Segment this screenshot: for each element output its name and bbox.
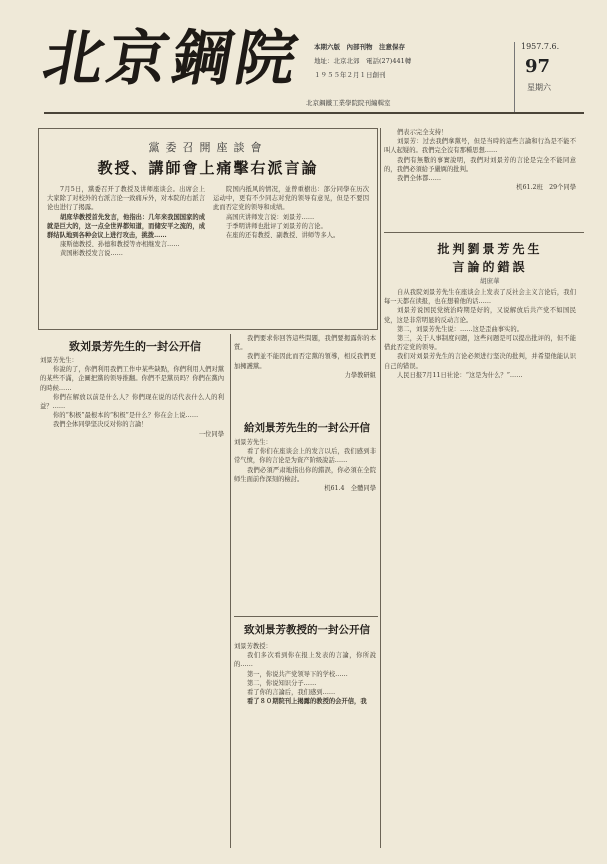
critique-title-line1: 批判劉景芳先生 (437, 242, 543, 256)
paragraph: 人民日报7月11日社论：“这是为什么？”…… (397, 371, 523, 379)
letter2-text (234, 438, 376, 493)
paragraph: 第一，你说共产党领导下的学校…… (247, 670, 348, 678)
letter1-article (40, 356, 226, 846)
paragraph: 胡庶华教授首先发言，他指出：几年来我国国家的成就是巨大的，这一点全世界都知道，而储安平之流的，成群结队地到各种会议上进行攻击，挑拨…… (47, 213, 205, 240)
paragraph: 7月5日，黨委召开了教授及讲师座谈会。出席会上大家除了对校外的右派言论一致痛斥外，对本院的右派言论也进行了揭露。 (47, 186, 205, 212)
paragraph: 第三，关于人事制度问题，这些问题是可以提出批评的，但不能借此否定党的领导。 (384, 335, 576, 352)
paragraph: 第二，刘景芳先生说：……这是歪曲事实的。 (397, 325, 523, 333)
mid-top-text (234, 334, 376, 380)
lead-kicker: 黨委召開座談會 (148, 141, 268, 154)
paragraph: 自从我院刘景芳先生在座谈会上发表了反社会主义言论后，我们每一天都在读报，也在想着他的话…… (384, 289, 576, 306)
signature: 机61.4 全體同學 (324, 485, 376, 493)
signature: 力學教研組 (344, 371, 376, 379)
paragraph: 我們並不能因此而否定黨的領導，相反我們更加擁護黨。 (234, 353, 376, 370)
paragraph: 于季明讲师也批评了刘景芳的言论。 (226, 222, 327, 230)
critique-title-line2: 言論的錯誤 (452, 260, 528, 274)
divider (234, 616, 378, 617)
masthead-notice: 本期六版 內部刊物 注意保存 (314, 43, 405, 51)
letter3-title: 致刘景芳教授的一封公开信 (244, 624, 370, 636)
publisher: 北京鋼鐵工業學院院刊編輯室 (306, 99, 391, 107)
letter2-title: 給刘景芳先生的一封公开信 (244, 422, 370, 434)
masthead-info (314, 40, 444, 82)
critique-author: 胡庶華 (480, 277, 500, 285)
divider (384, 232, 584, 233)
letter2-article (234, 438, 378, 618)
paragraph: 們表示完全支持！ (397, 129, 448, 136)
paragraph: 我們全体都…… (397, 175, 442, 183)
letter1-title: 致刘景芳先生的一封公开信 (69, 340, 201, 353)
issue-box (514, 42, 581, 112)
paragraph: 黄国彬教授发言说…… (60, 250, 123, 258)
salutation: 刘景芳教授： (234, 643, 272, 650)
paragraph: 我們要求你回答這些問題，我們要揭露你的本質。 (234, 335, 376, 352)
paragraph: 第二，你说知识分子…… (247, 679, 317, 687)
paragraph: 你說的了，你們利用我們工作中某些缺點，你們利用人們对黨的某些不滿，企圖把黨的领导推翻。你們不是黨员吗？你們在黨內的時候…… (40, 366, 224, 392)
newspaper-logo: 北京鋼院 (37, 24, 307, 94)
lead-article (38, 128, 378, 330)
masthead-address: 地址：北京北郊 電話(27)441轉 (314, 57, 412, 65)
paragraph: 刘景芳：过去我們拿黨号，但是当時的這些言論和行為是不能不叫人起疑的。我們完全沒有那種思想…… (384, 138, 576, 155)
paragraph: 你的“积极”最根本的“积极”是什么？你在会上说…… (53, 412, 199, 420)
signature: 机61.2班 29个同學 (516, 184, 576, 192)
critique-text (384, 288, 576, 380)
lead-headline: 教授、講師會上痛擊右派言論 (97, 159, 319, 177)
paragraph: 康斯德教授、孙德和教授等亦相继发言…… (60, 241, 180, 249)
paragraph: 我們全体同學坚决反对你的言論！ (53, 421, 148, 429)
masthead-founded: １９５５年２月１日創刊 (314, 71, 386, 79)
paragraph: 我們有無數的事實說明，我們对刘景芳的言论是完全不能同意的，我們必須給予嚴厲的批判。 (384, 156, 576, 173)
critique-article (384, 288, 584, 844)
right-top-text (384, 128, 576, 192)
paragraph: 你們在解放以前是什么人？你們现在说的话代表什么人的利益？…… (40, 393, 224, 411)
lead-body (47, 185, 369, 325)
lead-column-right (213, 185, 369, 240)
paragraph: 刘景芳说国民党统治時期是好的，又说解放后共产党不如国民党，这是非常明显的反动言论。 (384, 307, 576, 324)
letter3-article (234, 642, 378, 848)
paragraph: 高国庆讲师发言说：刘景芳…… (226, 213, 315, 221)
issue-weekday: 星期六 (527, 83, 551, 92)
column-divider (380, 128, 381, 848)
column-divider (230, 334, 231, 848)
paragraph: 在座的还有教授、副教授、讲师等多人。 (226, 232, 340, 240)
issue-date: 1957.7.6. (521, 42, 560, 51)
lead-column-left (47, 185, 205, 259)
paragraph: 看了８０期院刊上揭露的教授的会开信，我 (247, 698, 367, 706)
letter1-text (40, 356, 224, 439)
paragraph: 看了你们在座谈会上的发言以后，我们感到非常气愤，你的言论是为資产阶级說話…… (234, 448, 376, 465)
salutation: 刘景芳先生： (234, 439, 272, 446)
signature: 一位同學 (198, 430, 224, 438)
salutation: 刘景芳先生： (40, 357, 78, 364)
paragraph: 我们多次看到你在报上发表的言論，你所說的…… (234, 652, 376, 669)
mid-top-article (234, 334, 378, 424)
issue-number: 97 (525, 56, 551, 77)
paragraph: 院国内抵风的情况，並曾重樹出：部分同學在历次运动中，更有不少同志对党的领导有意见，但是不要因此而否定党的领导和成绩。 (213, 186, 369, 212)
paragraph: 我们对刘景芳先生的言论必须进行坚决的批判，并希望他能认识自己的错误。 (384, 353, 576, 370)
paragraph: 看了你的言論后，我们感到…… (247, 689, 336, 697)
masthead (37, 14, 584, 114)
letter3-text (234, 642, 376, 706)
masthead-rule (44, 112, 584, 114)
paragraph: 我們必須严肃地指出你的錯誤，你必須在全院师生面前作深刻的檢討。 (234, 466, 376, 483)
